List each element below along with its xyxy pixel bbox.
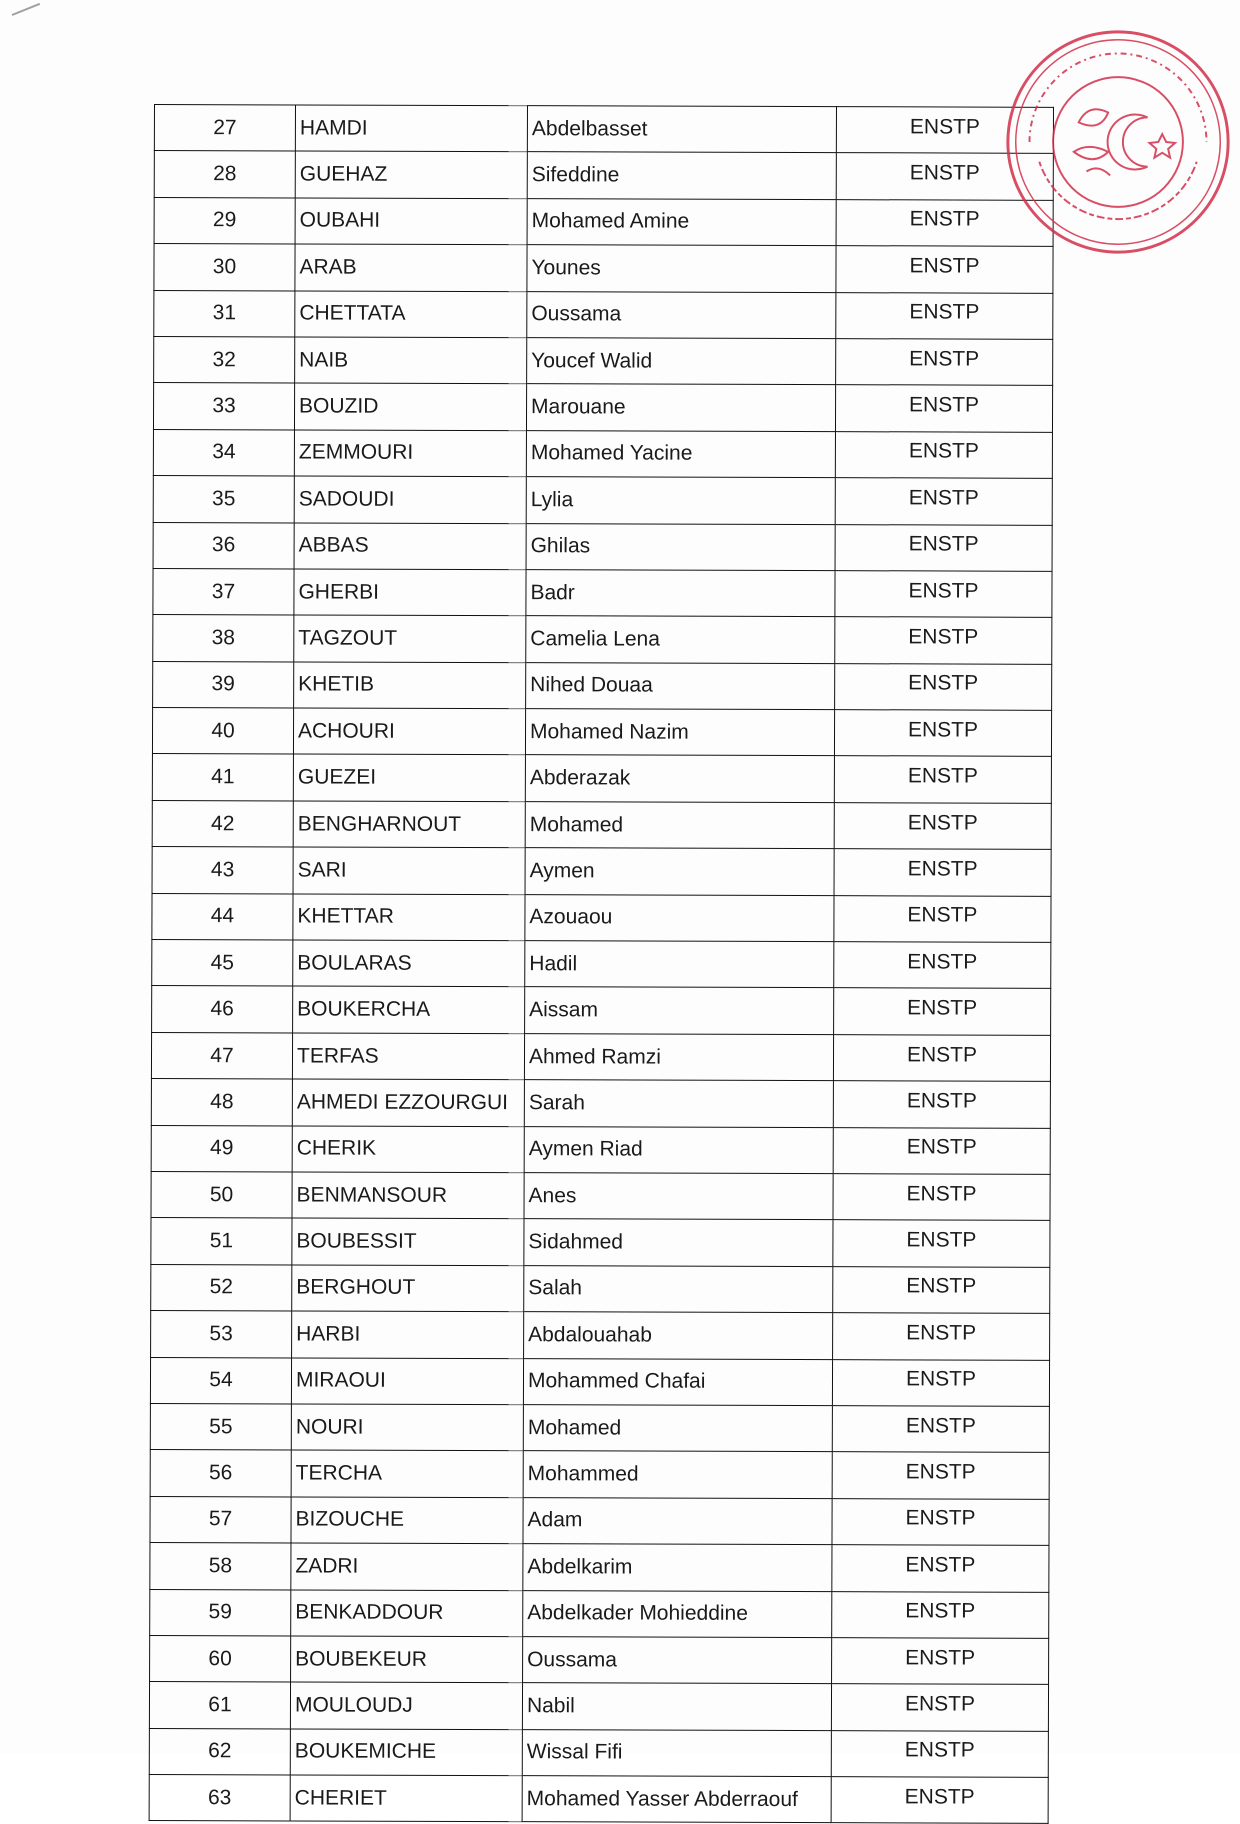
table-row bbox=[154, 105, 1053, 154]
institution-cell: ENSTP bbox=[832, 1452, 1049, 1499]
last-name-cell: TAGZOUT bbox=[294, 615, 526, 662]
first-name-cell: Abdelbasset bbox=[527, 106, 836, 153]
row-number: 53 bbox=[151, 1311, 292, 1358]
last-name-cell: NOURI bbox=[291, 1404, 523, 1451]
row-number: 33 bbox=[153, 383, 294, 430]
table-row bbox=[151, 1171, 1050, 1220]
row-number: 48 bbox=[151, 1079, 292, 1126]
seal-script-arc-bottom bbox=[1039, 162, 1196, 219]
first-name-cell: Mohamed bbox=[525, 802, 834, 849]
table-row bbox=[152, 986, 1051, 1035]
crescent-icon bbox=[1108, 114, 1148, 169]
row-number: 59 bbox=[150, 1589, 291, 1636]
institution-cell: ENSTP bbox=[836, 107, 1053, 154]
institution-cell: ENSTP bbox=[835, 385, 1052, 432]
official-seal-stamp bbox=[1000, 24, 1236, 260]
table-row bbox=[152, 754, 1051, 803]
institution-cell: ENSTP bbox=[833, 1266, 1050, 1313]
row-number: 54 bbox=[150, 1357, 291, 1404]
first-name-cell: Aymen bbox=[525, 848, 834, 895]
row-number: 35 bbox=[153, 476, 294, 523]
first-name-cell: Ghilas bbox=[526, 523, 835, 570]
table-row bbox=[151, 1125, 1050, 1174]
row-number: 30 bbox=[154, 244, 295, 291]
row-number: 58 bbox=[150, 1543, 291, 1590]
first-name-cell: Adam bbox=[523, 1497, 832, 1544]
table-row bbox=[150, 1357, 1049, 1406]
first-name-cell: Oussama bbox=[523, 1637, 832, 1684]
row-number: 32 bbox=[154, 336, 295, 383]
row-number: 28 bbox=[154, 151, 295, 198]
seal-emblem-ring bbox=[1053, 77, 1183, 207]
last-name-cell: ACHOURI bbox=[293, 708, 525, 755]
last-name-cell: MOULOUDJ bbox=[290, 1682, 522, 1729]
institution-cell: ENSTP bbox=[834, 988, 1051, 1035]
institution-cell: ENSTP bbox=[832, 1591, 1049, 1638]
institution-cell: ENSTP bbox=[833, 1313, 1050, 1360]
last-name-cell: HAMDI bbox=[295, 105, 527, 152]
table-row bbox=[153, 476, 1052, 525]
table-row bbox=[150, 1543, 1049, 1592]
row-number: 27 bbox=[154, 105, 295, 152]
last-name-cell: HARBI bbox=[292, 1311, 524, 1358]
first-name-cell: Aymen Riad bbox=[524, 1126, 833, 1173]
table-row bbox=[150, 1635, 1049, 1684]
row-number: 62 bbox=[149, 1728, 290, 1775]
institution-cell: ENSTP bbox=[832, 1406, 1049, 1453]
row-number: 45 bbox=[152, 940, 293, 987]
first-name-cell: Badr bbox=[526, 570, 835, 617]
emblem-flourish-icon bbox=[1074, 109, 1110, 175]
table-row bbox=[151, 1264, 1050, 1313]
first-name-cell: Sifeddine bbox=[527, 152, 836, 199]
table-row bbox=[150, 1450, 1049, 1499]
row-number: 42 bbox=[152, 800, 293, 847]
institution-cell: ENSTP bbox=[833, 1174, 1050, 1221]
row-number: 57 bbox=[150, 1496, 291, 1543]
row-number: 63 bbox=[149, 1775, 290, 1822]
table-row bbox=[153, 429, 1052, 478]
institution-cell: ENSTP bbox=[833, 1034, 1050, 1081]
institution-cell: ENSTP bbox=[832, 1498, 1049, 1545]
pen-mark bbox=[12, 3, 41, 16]
institution-cell: ENSTP bbox=[834, 849, 1051, 896]
table-row bbox=[150, 1403, 1049, 1452]
institution-cell: ENSTP bbox=[834, 756, 1051, 803]
first-name-cell: Younes bbox=[527, 245, 836, 292]
last-name-cell: MIRAOUI bbox=[291, 1357, 523, 1404]
institution-cell: ENSTP bbox=[831, 1777, 1048, 1824]
last-name-cell: BOUKEMICHE bbox=[290, 1729, 522, 1776]
last-name-cell: KHETIB bbox=[294, 662, 526, 709]
institution-cell: ENSTP bbox=[835, 571, 1052, 618]
table-row bbox=[154, 290, 1053, 339]
table-row bbox=[153, 615, 1052, 664]
institution-cell: ENSTP bbox=[833, 1220, 1050, 1267]
row-number: 49 bbox=[151, 1125, 292, 1172]
first-name-cell: Anes bbox=[524, 1173, 833, 1220]
first-name-cell: Sidahmed bbox=[524, 1219, 833, 1266]
table-row bbox=[151, 1218, 1050, 1267]
first-name-cell: Marouane bbox=[526, 384, 835, 431]
student-list-table bbox=[149, 104, 1054, 1824]
table-row bbox=[152, 940, 1051, 989]
last-name-cell: NAIB bbox=[295, 337, 527, 384]
institution-cell: ENSTP bbox=[832, 1359, 1049, 1406]
star-icon bbox=[1149, 134, 1175, 158]
last-name-cell: SADOUDI bbox=[294, 476, 526, 523]
last-name-cell: OUBAHI bbox=[295, 198, 527, 245]
first-name-cell: Wissal Fifi bbox=[522, 1729, 831, 1776]
institution-cell: ENSTP bbox=[835, 431, 1052, 478]
table-row bbox=[149, 1775, 1048, 1824]
last-name-cell: BOUBEKEUR bbox=[291, 1636, 523, 1683]
first-name-cell: Nihed Douaa bbox=[526, 662, 835, 709]
row-number: 40 bbox=[152, 708, 293, 755]
institution-cell: ENSTP bbox=[831, 1684, 1048, 1731]
first-name-cell: Mohamed Amine bbox=[527, 198, 836, 245]
institution-cell: ENSTP bbox=[836, 199, 1053, 246]
last-name-cell: GUEHAZ bbox=[295, 151, 527, 198]
table-row bbox=[150, 1589, 1049, 1638]
institution-cell: ENSTP bbox=[834, 803, 1051, 850]
last-name-cell: BIZOUCHE bbox=[291, 1497, 523, 1544]
institution-cell: ENSTP bbox=[835, 524, 1052, 571]
first-name-cell: Abdelkader Mohieddine bbox=[523, 1590, 832, 1637]
first-name-cell: Azouaou bbox=[525, 894, 834, 941]
first-name-cell: Camelia Lena bbox=[526, 616, 835, 663]
first-name-cell: Abderazak bbox=[525, 755, 834, 802]
first-name-cell: Abdelkarim bbox=[523, 1544, 832, 1591]
last-name-cell: CHERIET bbox=[290, 1775, 522, 1822]
institution-cell: ENSTP bbox=[831, 1730, 1048, 1777]
first-name-cell: Sarah bbox=[524, 1080, 833, 1127]
table-row bbox=[151, 1311, 1050, 1360]
table-row bbox=[152, 893, 1051, 942]
institution-cell: ENSTP bbox=[835, 478, 1052, 525]
last-name-cell: TERCHA bbox=[291, 1450, 523, 1497]
table-row bbox=[151, 1079, 1050, 1128]
table-row bbox=[152, 847, 1051, 896]
last-name-cell: ZEMMOURI bbox=[294, 430, 526, 477]
row-number: 52 bbox=[151, 1264, 292, 1311]
institution-cell: ENSTP bbox=[833, 1127, 1050, 1174]
table-row bbox=[152, 708, 1051, 757]
institution-cell: ENSTP bbox=[832, 1545, 1049, 1592]
table-row bbox=[154, 244, 1053, 293]
table-row bbox=[153, 568, 1052, 617]
row-number: 56 bbox=[150, 1450, 291, 1497]
first-name-cell: Mohammed Chafai bbox=[523, 1358, 832, 1405]
first-name-cell: Abdalouahab bbox=[524, 1312, 833, 1359]
table-row bbox=[153, 383, 1052, 432]
table-row bbox=[152, 800, 1051, 849]
last-name-cell: GUEZEI bbox=[293, 754, 525, 801]
seal-inner-ring bbox=[1016, 40, 1221, 245]
last-name-cell: KHETTAR bbox=[293, 894, 525, 941]
last-name-cell: ARAB bbox=[295, 244, 527, 291]
last-name-cell: CHERIK bbox=[292, 1126, 524, 1173]
institution-cell: ENSTP bbox=[836, 292, 1053, 339]
last-name-cell: BOUBESSIT bbox=[292, 1218, 524, 1265]
institution-cell: ENSTP bbox=[834, 710, 1051, 757]
student-list-body bbox=[149, 105, 1053, 1824]
last-name-cell: BOUKERCHA bbox=[293, 986, 525, 1033]
institution-cell: ENSTP bbox=[835, 663, 1052, 710]
row-number: 60 bbox=[150, 1635, 291, 1682]
first-name-cell: Oussama bbox=[527, 291, 836, 338]
last-name-cell: ZADRI bbox=[291, 1543, 523, 1590]
last-name-cell: CHETTATA bbox=[295, 291, 527, 338]
table-row bbox=[154, 151, 1053, 200]
institution-cell: ENSTP bbox=[835, 617, 1052, 664]
table-row bbox=[153, 661, 1052, 710]
last-name-cell: TERFAS bbox=[292, 1033, 524, 1080]
last-name-cell: ABBAS bbox=[294, 522, 526, 569]
first-name-cell: Mohamed bbox=[523, 1405, 832, 1452]
table-row bbox=[149, 1682, 1048, 1731]
first-name-cell: Hadil bbox=[525, 941, 834, 988]
row-number: 41 bbox=[152, 754, 293, 801]
institution-cell: ENSTP bbox=[836, 339, 1053, 386]
institution-cell: ENSTP bbox=[836, 246, 1053, 293]
table-row bbox=[151, 1032, 1050, 1081]
first-name-cell: Mohammed bbox=[523, 1451, 832, 1498]
table-row bbox=[154, 336, 1053, 385]
row-number: 43 bbox=[152, 847, 293, 894]
last-name-cell: BENKADDOUR bbox=[291, 1589, 523, 1636]
first-name-cell: Mohamed Yasser Abderraouf bbox=[522, 1776, 831, 1823]
last-name-cell: AHMEDI EZZOURGUI bbox=[292, 1079, 524, 1126]
table-row bbox=[150, 1496, 1049, 1545]
institution-cell: ENSTP bbox=[836, 153, 1053, 200]
first-name-cell: Lylia bbox=[526, 477, 835, 524]
first-name-cell: Ahmed Ramzi bbox=[524, 1033, 833, 1080]
table-row bbox=[154, 197, 1053, 246]
row-number: 44 bbox=[152, 893, 293, 940]
row-number: 47 bbox=[151, 1032, 292, 1079]
last-name-cell: GHERBI bbox=[294, 569, 526, 616]
first-name-cell: Nabil bbox=[522, 1683, 831, 1730]
row-number: 29 bbox=[154, 197, 295, 244]
row-number: 46 bbox=[152, 986, 293, 1033]
row-number: 61 bbox=[149, 1682, 290, 1729]
row-number: 37 bbox=[153, 568, 294, 615]
row-number: 51 bbox=[151, 1218, 292, 1265]
last-name-cell: BOULARAS bbox=[293, 940, 525, 987]
row-number: 38 bbox=[153, 615, 294, 662]
row-number: 39 bbox=[153, 661, 294, 708]
first-name-cell: Mohamed Yacine bbox=[526, 430, 835, 477]
first-name-cell: Salah bbox=[524, 1265, 833, 1312]
last-name-cell: BOUZID bbox=[294, 383, 526, 430]
last-name-cell: BERGHOUT bbox=[292, 1265, 524, 1312]
seal-script-arc-top bbox=[1030, 54, 1207, 143]
first-name-cell: Youcef Walid bbox=[527, 338, 836, 385]
institution-cell: ENSTP bbox=[834, 942, 1051, 989]
last-name-cell: BENMANSOUR bbox=[292, 1172, 524, 1219]
row-number: 31 bbox=[154, 290, 295, 337]
last-name-cell: SARI bbox=[293, 847, 525, 894]
institution-cell: ENSTP bbox=[833, 1081, 1050, 1128]
row-number: 55 bbox=[150, 1403, 291, 1450]
table-row bbox=[153, 522, 1052, 571]
row-number: 36 bbox=[153, 522, 294, 569]
row-number: 50 bbox=[151, 1171, 292, 1218]
institution-cell: ENSTP bbox=[834, 895, 1051, 942]
last-name-cell: BENGHARNOUT bbox=[293, 801, 525, 848]
first-name-cell: Aissam bbox=[525, 987, 834, 1034]
row-number: 34 bbox=[153, 429, 294, 476]
first-name-cell: Mohamed Nazim bbox=[525, 709, 834, 756]
institution-cell: ENSTP bbox=[832, 1638, 1049, 1685]
